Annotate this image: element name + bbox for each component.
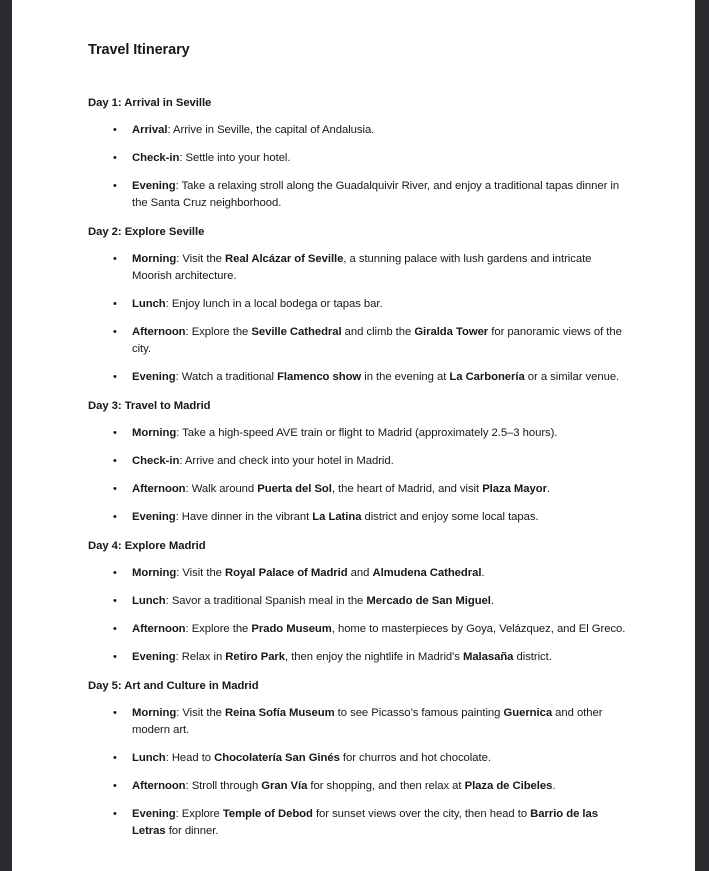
list-item-text: district and enjoy some local tapas. — [361, 511, 539, 523]
list-item-text: , then enjoy the nightlife in Madrid's — [285, 651, 463, 663]
list-item-lead: Evening — [132, 371, 176, 383]
list-item-text: : Walk around — [185, 483, 258, 495]
list-item-emphasis: Puerta del Sol — [257, 483, 332, 495]
list-item-lead: Afternoon — [132, 326, 186, 338]
day-bullet-list — [88, 565, 628, 666]
bullet-marker-icon: • — [113, 595, 117, 607]
page-title: Travel Itinerary — [88, 42, 190, 58]
list-item-emphasis: Gran Vía — [261, 780, 308, 792]
list-item-lead: Afternoon — [132, 483, 186, 495]
list-item — [88, 324, 628, 358]
list-item-lead: Morning — [132, 253, 177, 265]
day-section — [88, 679, 628, 840]
list-item-text: : Explore the — [185, 623, 252, 635]
list-item — [88, 453, 628, 470]
bullet-marker-icon: • — [113, 707, 117, 719]
bullet-marker-icon: • — [113, 427, 117, 439]
list-item-text: , the heart of Madrid, and visit — [331, 483, 483, 495]
left-gutter — [0, 0, 12, 871]
list-item-text: for dinner. — [165, 825, 219, 837]
list-item-text: . — [552, 780, 556, 792]
list-item — [88, 593, 628, 610]
list-item-text: , home to masterpieces by Goya, Velázquez, and El Greco. — [331, 623, 626, 635]
day-bullet-list — [88, 251, 628, 386]
day-bullet-list — [88, 122, 628, 212]
day-section — [88, 399, 628, 526]
list-item — [88, 705, 628, 739]
list-item-emphasis: Real Alcázar of Seville — [225, 253, 344, 265]
list-item-text: : Take a relaxing stroll along the Guadalquivir River, and enjoy a traditional tapas dinner in the Santa Cruz neighborhood. — [132, 180, 620, 209]
list-item-text: : Arrive and check into your hotel in Madrid. — [179, 455, 394, 467]
list-item-text: . — [481, 567, 485, 579]
list-item-text: : Visit the — [176, 707, 225, 719]
list-item — [88, 425, 628, 442]
itinerary-days-container — [88, 96, 628, 840]
list-item-text: for panoramic views of the city. — [132, 326, 622, 355]
list-item-text: and — [347, 567, 373, 579]
list-item — [88, 481, 628, 498]
list-item-text: : Visit the — [176, 567, 225, 579]
list-item-text: : Explore — [175, 808, 223, 820]
bullet-marker-icon: • — [113, 253, 117, 265]
list-item-lead: Lunch — [132, 298, 166, 310]
list-item-lead: Evening — [132, 651, 176, 663]
bullet-marker-icon: • — [113, 752, 117, 764]
list-item-lead: Morning — [132, 707, 177, 719]
list-item-lead: Afternoon — [132, 780, 186, 792]
bullet-marker-icon: • — [113, 808, 117, 820]
list-item-text: : Savor a traditional Spanish meal in the — [165, 595, 367, 607]
list-item-text: : Settle into your hotel. — [179, 152, 291, 164]
list-item-emphasis: Barrio de las Letras — [132, 808, 598, 837]
list-item-text: : Head to — [165, 752, 215, 764]
list-item-text: : Watch a traditional — [175, 371, 278, 383]
list-item-emphasis: Almudena Cathedral — [372, 567, 482, 579]
list-item-text: . — [490, 595, 494, 607]
list-item-lead: Morning — [132, 427, 177, 439]
list-item-text: for sunset views over the city, then head to — [312, 808, 531, 820]
list-item-text: : Enjoy lunch in a local bodega or tapas bar. — [165, 298, 383, 310]
list-item-lead: Arrival — [132, 124, 168, 136]
list-item-lead: Check-in — [132, 152, 180, 164]
list-item-lead: Lunch — [132, 752, 166, 764]
list-item-text: , a stunning palace with lush gardens and intricate Moorish architecture. — [132, 253, 592, 282]
list-item-emphasis: Chocolatería San Ginés — [214, 752, 340, 764]
list-item-emphasis: Plaza de Cibeles — [464, 780, 553, 792]
list-item-emphasis: Retiro Park — [225, 651, 286, 663]
list-item-text: : Arrive in Seville, the capital of Andalusia. — [167, 124, 375, 136]
list-item — [88, 369, 628, 386]
bullet-marker-icon: • — [113, 651, 117, 663]
bullet-marker-icon: • — [113, 298, 117, 310]
list-item-emphasis: Plaza Mayor — [482, 483, 547, 495]
list-item-emphasis: Seville Cathedral — [251, 326, 342, 338]
bullet-marker-icon: • — [113, 511, 117, 523]
list-item-text: : Take a high-speed AVE train or flight to Madrid (approximately 2.5–3 hours). — [176, 427, 558, 439]
list-item-emphasis: Giralda Tower — [414, 326, 489, 338]
list-item — [88, 251, 628, 285]
list-item-emphasis: Mercado de San Miguel — [366, 595, 491, 607]
day-section — [88, 225, 628, 386]
list-item-text: and climb the — [341, 326, 415, 338]
day-heading: Day 2: Explore Seville — [88, 226, 205, 238]
list-item-emphasis: La Carbonería — [449, 371, 525, 383]
list-item-lead: Evening — [132, 511, 176, 523]
list-item-text: district. — [513, 651, 552, 663]
list-item-text: and other modern art. — [132, 707, 603, 736]
day-bullet-list — [88, 705, 628, 840]
day-heading: Day 3: Travel to Madrid — [88, 400, 211, 412]
bullet-marker-icon: • — [113, 371, 117, 383]
list-item-emphasis: Flamenco show — [277, 371, 362, 383]
bullet-marker-icon: • — [113, 567, 117, 579]
document-page — [12, 0, 695, 871]
bullet-marker-icon: • — [113, 623, 117, 635]
day-heading: Day 5: Art and Culture in Madrid — [88, 680, 259, 692]
bullet-marker-icon: • — [113, 124, 117, 136]
list-item-emphasis: Royal Palace of Madrid — [225, 567, 348, 579]
list-item-text: : Have dinner in the vibrant — [175, 511, 313, 523]
list-item-lead: Evening — [132, 180, 176, 192]
bullet-marker-icon: • — [113, 483, 117, 495]
list-item — [88, 649, 628, 666]
list-item — [88, 122, 628, 139]
list-item-text: to see Picasso’s famous painting — [334, 707, 504, 719]
day-heading: Day 4: Explore Madrid — [88, 540, 206, 552]
list-item-emphasis: Malasaña — [462, 651, 514, 663]
bullet-marker-icon: • — [113, 152, 117, 164]
bullet-marker-icon: • — [113, 326, 117, 338]
list-item — [88, 150, 628, 167]
list-item-text: : Visit the — [176, 253, 225, 265]
list-item — [88, 296, 628, 313]
list-item-text: in the evening at — [361, 371, 450, 383]
document-body — [88, 0, 628, 840]
list-item-lead: Morning — [132, 567, 177, 579]
bullet-marker-icon: • — [113, 455, 117, 467]
list-item-text: : Relax in — [175, 651, 226, 663]
list-item — [88, 778, 628, 795]
list-item-text: for shopping, and then relax at — [307, 780, 465, 792]
list-item-text: for churros and hot chocolate. — [339, 752, 491, 764]
list-item-text: : Stroll through — [185, 780, 262, 792]
bullet-marker-icon: • — [113, 180, 117, 192]
list-item-emphasis: Reina Sofía Museum — [225, 707, 335, 719]
day-section — [88, 539, 628, 666]
list-item-emphasis: Temple of Debod — [222, 808, 313, 820]
list-item — [88, 565, 628, 582]
bullet-marker-icon: • — [113, 780, 117, 792]
day-bullet-list — [88, 425, 628, 526]
list-item — [88, 806, 628, 840]
list-item-lead: Evening — [132, 808, 176, 820]
list-item-emphasis: Guernica — [503, 707, 553, 719]
list-item-lead: Check-in — [132, 455, 180, 467]
list-item — [88, 621, 628, 638]
day-section — [88, 96, 628, 212]
list-item-lead: Lunch — [132, 595, 166, 607]
right-gutter — [695, 0, 709, 871]
day-heading: Day 1: Arrival in Seville — [88, 97, 212, 109]
list-item-text: : Explore the — [185, 326, 252, 338]
list-item — [88, 178, 628, 212]
list-item-text: or a similar venue. — [524, 371, 620, 383]
list-item-emphasis: Prado Museum — [251, 623, 332, 635]
list-item — [88, 509, 628, 526]
list-item-lead: Afternoon — [132, 623, 186, 635]
list-item-emphasis: La Latina — [312, 511, 362, 523]
list-item — [88, 750, 628, 767]
list-item-text: . — [546, 483, 551, 495]
